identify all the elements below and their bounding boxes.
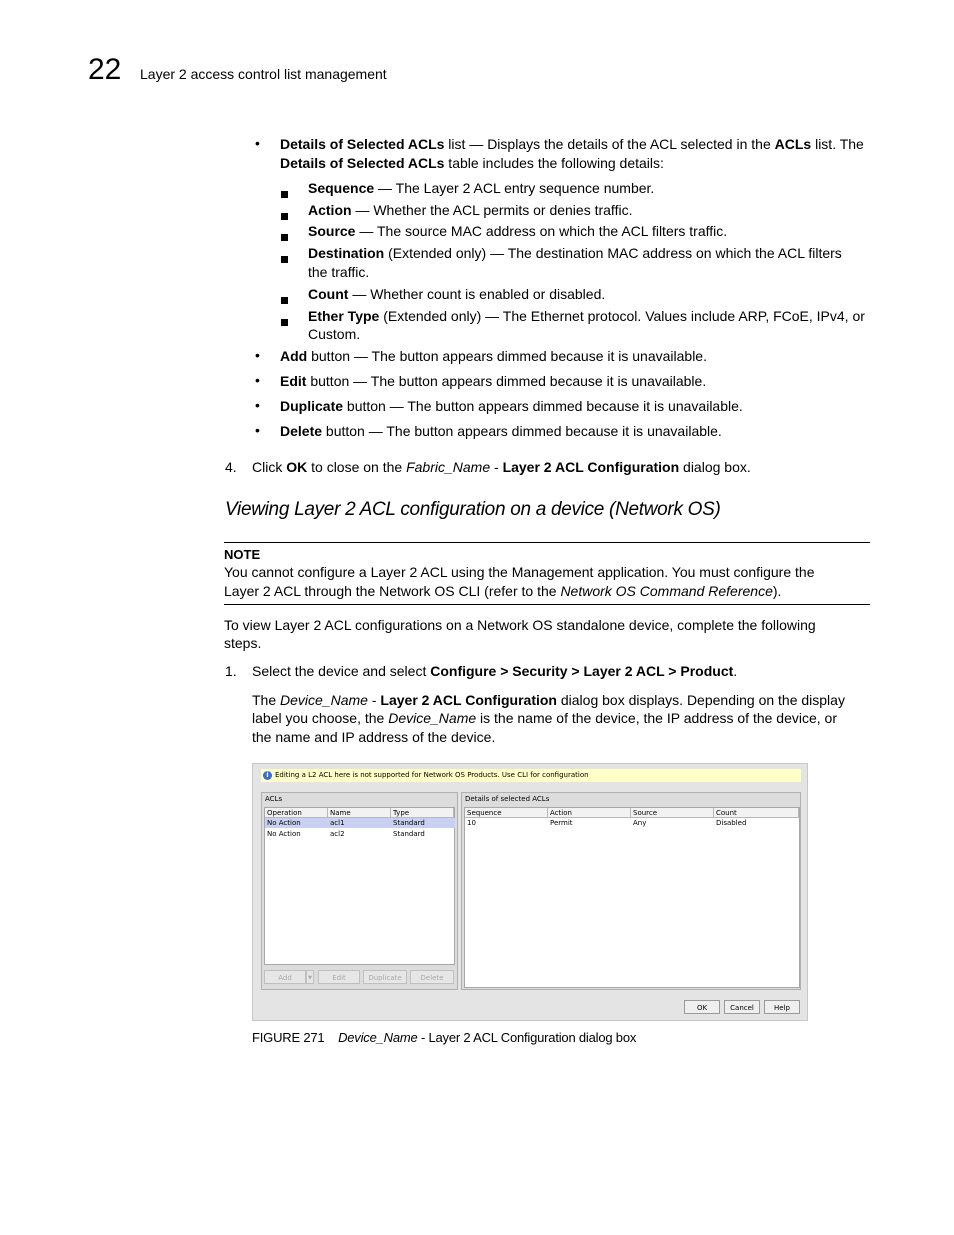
layer2-acl-dialog: [252, 763, 808, 1021]
edit-button[interactable]: Edit: [318, 970, 360, 984]
bullet-add: Add button — The button appears dimmed because it is unavailable.: [280, 348, 707, 364]
sub-item-destination-cont: the traffic.: [308, 264, 370, 280]
note-label: NOTE: [224, 547, 261, 562]
add-button[interactable]: Add: [264, 970, 306, 984]
acls-cell[interactable]: No Action: [267, 819, 301, 827]
sub-item-source: Source — The source MAC address on which the ACL filters traffic.: [308, 223, 728, 239]
acls-cell[interactable]: Standard: [393, 819, 425, 827]
step1-para-line3: the name and IP address of the device.: [252, 729, 496, 745]
details-panel: [461, 792, 801, 990]
chapter-title: Layer 2 access control list management: [140, 66, 387, 82]
note-line2: Layer 2 ACL through the Network OS CLI (refer to the Network OS Command Reference).: [224, 583, 782, 599]
ok-button[interactable]: OK: [684, 1000, 720, 1014]
note-top-rule: [224, 542, 870, 543]
bullet-dot: •: [255, 135, 260, 151]
details-bullet-line1: Details of Selected ACLs list — Displays the details of the ACL selected in the ACLs list. The: [280, 136, 864, 152]
sub-item-action: Action — Whether the ACL permits or denies traffic.: [308, 202, 633, 218]
acls-panel-title: ACLs: [265, 795, 283, 803]
step-number: 4.: [225, 459, 237, 475]
acls-cell[interactable]: acl2: [330, 830, 345, 838]
bullet-delete: Delete button — The button appears dimmed because it is unavailable.: [280, 423, 722, 439]
square-bullet: [281, 291, 288, 307]
intro-line1: To view Layer 2 ACL configurations on a Network OS standalone device, complete the following: [224, 617, 816, 633]
acls-col-type[interactable]: Type: [391, 808, 454, 818]
sub-item-destination: Destination (Extended only) — The destination MAC address on which the ACL filters: [308, 245, 842, 261]
step1-para-line1: The Device_Name - Layer 2 ACL Configuration dialog box displays. Depending on the display: [252, 692, 845, 708]
details-panel-title: Details of selected ACLs: [465, 795, 550, 803]
sub-item-count: Count — Whether count is enabled or disabled.: [308, 286, 606, 302]
banner-text: Editing a L2 ACL here is not supported for Network OS Products. Use CLI for configuration: [275, 771, 589, 779]
cancel-button[interactable]: Cancel: [724, 1000, 760, 1014]
details-col-action[interactable]: Action: [548, 808, 631, 818]
details-col-source[interactable]: Source: [631, 808, 714, 818]
add-dropdown-icon[interactable]: ▼: [306, 970, 314, 984]
bullet-edit: Edit button — The button appears dimmed because it is unavailable.: [280, 373, 707, 389]
step1-text: Select the device and select Configure > Security > Layer 2 ACL > Product.: [252, 663, 738, 679]
details-cell[interactable]: 10: [467, 819, 476, 827]
bullet-dot: •: [255, 347, 260, 363]
details-bullet-line2: Details of Selected ACLs table includes the following details:: [280, 155, 664, 171]
sub-item-ether-type-cont: Custom.: [308, 326, 361, 342]
square-bullet: [281, 228, 288, 244]
bullet-duplicate: Duplicate button — The button appears dimmed because it is unavailable.: [280, 398, 743, 414]
info-icon: i: [263, 771, 272, 780]
duplicate-button[interactable]: Duplicate: [363, 970, 407, 984]
chapter-number: 22: [88, 53, 122, 86]
details-cell[interactable]: Permit: [550, 819, 573, 827]
section-heading: Viewing Layer 2 ACL configuration on a device (Network OS): [225, 499, 721, 520]
note-line1: You cannot configure a Layer 2 ACL using the Management application. You must configure the: [224, 564, 815, 580]
step-number: 1.: [225, 663, 237, 679]
acls-cell[interactable]: Standard: [393, 830, 425, 838]
sub-item-sequence: Sequence — The Layer 2 ACL entry sequence number.: [308, 180, 655, 196]
square-bullet: [281, 207, 288, 223]
acls-col-name[interactable]: Name: [328, 808, 391, 818]
acls-col-operation[interactable]: Operation: [265, 808, 328, 818]
step1-para-line2: label you choose, the Device_Name is the name of the device, the IP address of the device, or: [252, 710, 837, 726]
details-col-sequence[interactable]: Sequence: [465, 808, 548, 818]
delete-button[interactable]: Delete: [410, 970, 454, 984]
step4-text: Click OK to close on the Fabric_Name - Layer 2 ACL Configuration dialog box.: [252, 459, 751, 475]
info-banner: [261, 769, 801, 782]
acls-cell[interactable]: acl1: [330, 819, 345, 827]
intro-line2: steps.: [224, 635, 262, 651]
details-table[interactable]: [464, 807, 800, 988]
square-bullet: [281, 313, 288, 329]
square-bullet: [281, 185, 288, 201]
acls-cell[interactable]: No Action: [267, 830, 301, 838]
details-cell[interactable]: Any: [633, 819, 647, 827]
details-cell[interactable]: Disabled: [716, 819, 747, 827]
square-bullet: [281, 250, 288, 266]
help-button[interactable]: Help: [764, 1000, 800, 1014]
bullet-dot: •: [255, 397, 260, 413]
sub-item-ether-type: Ether Type (Extended only) — The Ethernet protocol. Values include ARP, FCoE, IPv4, or: [308, 308, 865, 324]
details-col-count[interactable]: Count: [714, 808, 799, 818]
figure-caption: FIGURE 271 Device_Name - Layer 2 ACL Configuration dialog box: [252, 1030, 637, 1045]
acls-panel: [261, 792, 458, 990]
bullet-dot: •: [255, 372, 260, 388]
note-bottom-rule: [224, 604, 870, 605]
acls-table[interactable]: [264, 807, 455, 965]
bullet-dot: •: [255, 422, 260, 438]
